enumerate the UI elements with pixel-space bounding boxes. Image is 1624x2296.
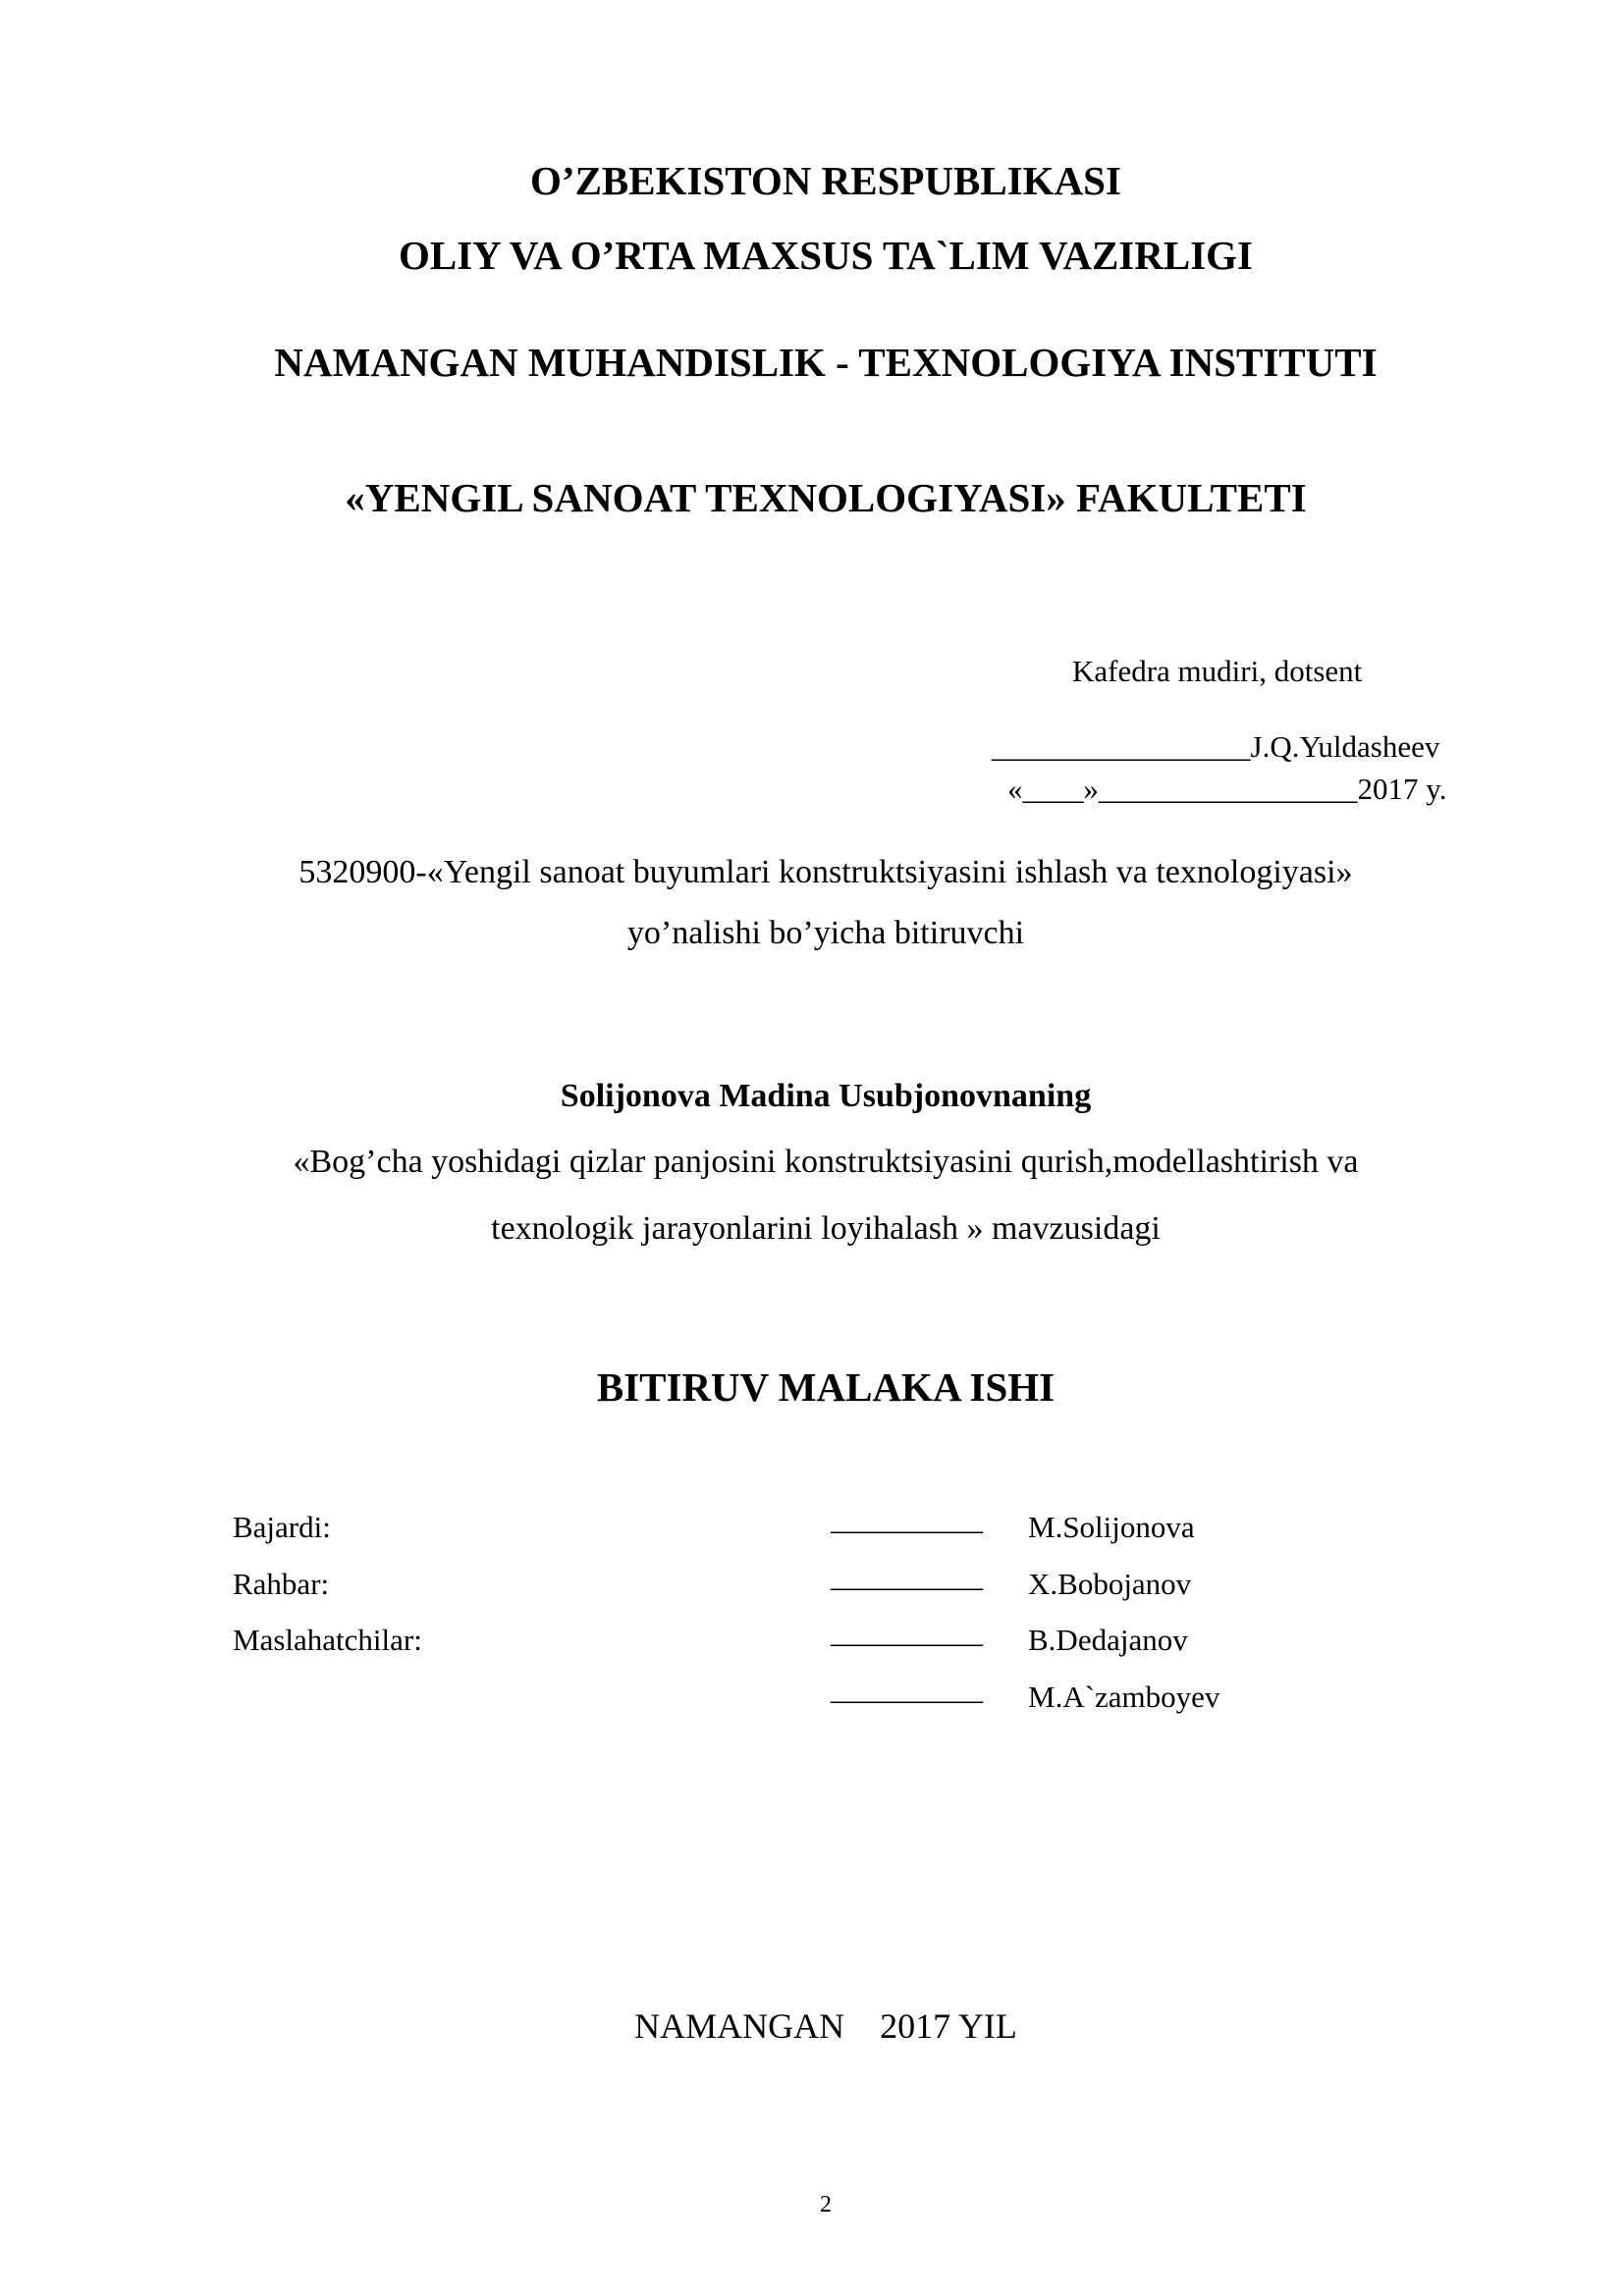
direction-line-1: 5320900-«Yengil sanoat buyumlari konstruktsiyasini ishlash va texnologiyasi» (298, 854, 1353, 890)
place-and-year: NAMANGAN 2017 YIL (634, 2006, 1017, 2046)
signature-role: Bajardi: (233, 1510, 331, 1544)
topic-line-2: texnologik jarayonlarini loyihalash » mavzusidagi (491, 1210, 1161, 1247)
signature-line: __________ (831, 1615, 983, 1649)
signature-name: M.Solijonova (1028, 1510, 1195, 1544)
signature-role: Maslahatchilar: (233, 1623, 422, 1657)
approval-title: Kafedra mudiri, dotsent (1072, 654, 1363, 688)
signature-line: __________ (831, 1559, 983, 1593)
approval-date: «____»_________________2017 y. (1007, 772, 1447, 806)
signature-role: Rahbar: (233, 1567, 330, 1601)
faculty-heading: «YENGIL SANOAT TEXNOLOGIYASI» FAKULTETI (345, 475, 1307, 520)
signature-name: B.Dedajanov (1028, 1623, 1188, 1657)
ministry-heading: OLIY VA O’RTA MAXSUS TA`LIM VAZIRLIGI (398, 233, 1254, 278)
republic-heading: O’ZBEKISTON RESPUBLIKASI (530, 158, 1121, 203)
institute-heading: NAMANGAN MUHANDISLIK - TEXNOLOGIYA INSTITUTI (274, 340, 1378, 385)
signature-line: __________ (831, 1672, 983, 1706)
signature-name: X.Bobojanov (1028, 1567, 1192, 1601)
work-title: BITIRUV MALAKA ISHI (596, 1364, 1056, 1410)
topic-line-1: «Bog’cha yoshidagi qizlar panjosini konstruktsiyasini qurish,modellashtirish va (293, 1144, 1359, 1180)
page-number: 2 (820, 2192, 832, 2217)
approval-signature: _________________J.Q.Yuldasheev (992, 729, 1440, 764)
student-name: Solijonova Madina Usubjonovnaning (560, 1078, 1092, 1114)
signature-name: M.A`zamboyev (1028, 1680, 1220, 1714)
direction-line-2: yo’nalishi bo’yicha bitiruvchi (626, 915, 1025, 951)
signature-line: __________ (831, 1502, 983, 1536)
